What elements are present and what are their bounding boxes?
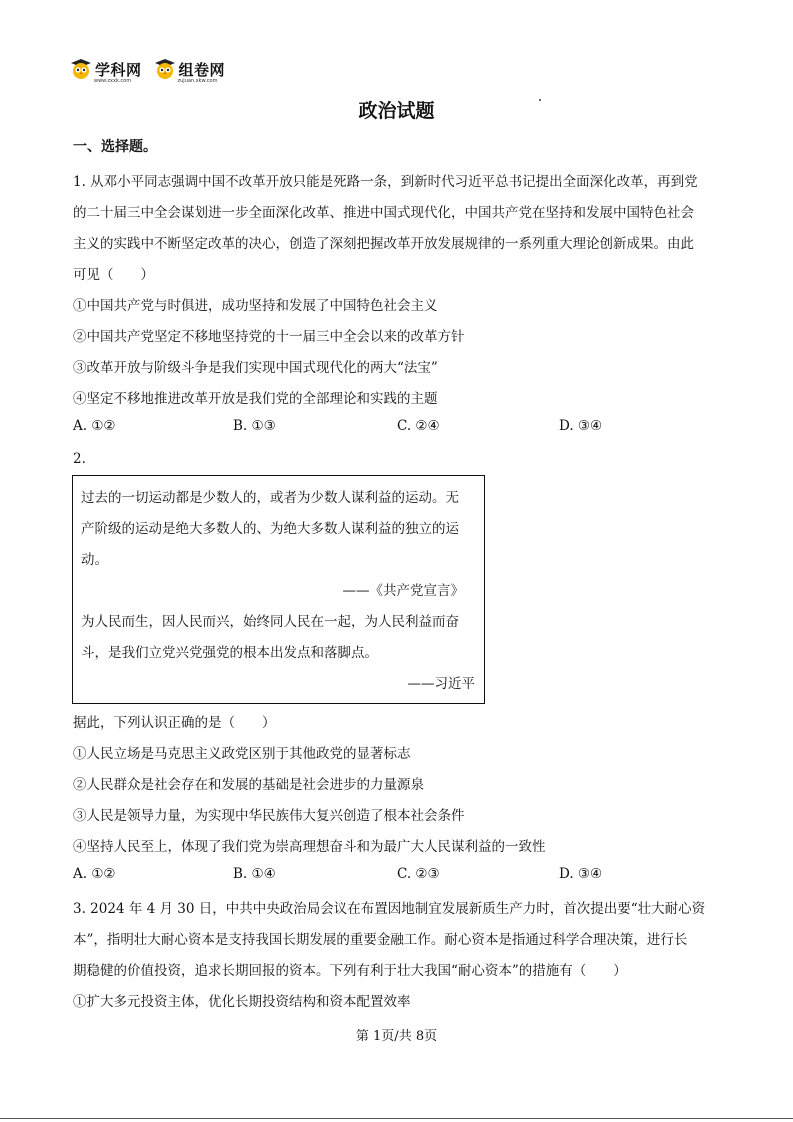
page-footer: 第 1页/共 8页: [355, 1029, 438, 1044]
option-b: B. ①③: [233, 418, 276, 434]
q1-stem-line: 的二十届三中全会谋划进一步全面深化改革、推进中国式现代化，中国共产党在坚持和发展中国特色社会: [73, 205, 694, 221]
option-c: C. ②④: [397, 418, 440, 434]
owl-mascot-icon: [70, 58, 92, 80]
quote-line: 过去的一切运动都是少数人的，或者为少数人谋利益的运动。无: [81, 490, 459, 506]
quote-line: 产阶级的运动是绝大多数人的、为绝大多数人谋利益的独立的运: [81, 521, 459, 537]
q1-stem-line: 主义的实践中不断坚定改革的决心，创造了深刻把握改革开放发展规律的一系列重大理论创新成果。由此: [73, 236, 694, 252]
q3-statement: ①扩大多元投资主体，优化长期投资结构和资本配置效率: [73, 994, 411, 1010]
q1-statement: ③改革开放与阶级斗争是我们实现中国式现代化的两大“法宝”: [73, 360, 438, 376]
q2-statement: ②人民群众是社会存在和发展的基础是社会进步的力量源泉: [73, 777, 424, 793]
q3-stem-line: 3. 2024 年 4 月 30 日，中共中央政治局会议在布置因地制宜发展新质生产力时，首次提出要“壮大耐心资: [73, 901, 706, 917]
option-d: D. ③④: [559, 866, 603, 882]
quote-box: [72, 475, 485, 704]
q3-stem-line: 本”，指明壮大耐心资本是支持我国长期发展的重要金融工作。耐心资本是指通过科学合理决策，进行长: [73, 932, 688, 948]
logo-url: www.zxxk.com: [94, 78, 132, 84]
owl-mascot-icon: [154, 58, 176, 80]
logo-name: 学科网: [95, 60, 142, 79]
quote-line: 斗，是我们立党兴党强党的根本出发点和落脚点。: [81, 645, 378, 661]
option-c: C. ②③: [397, 866, 440, 882]
q2-statement: ①人民立场是马克思主义政党区别于其他政党的显著标志: [73, 746, 411, 762]
logo-name: 组卷网: [178, 60, 226, 79]
quote-source: ——《共产党宣言》: [342, 583, 464, 599]
logo-url: zujuan.xkw.com: [177, 78, 218, 84]
quote-line: 为人民而生，因人民而兴，始终同人民在一起，为人民利益而奋: [81, 614, 459, 630]
zujuanwang-logo: [154, 58, 226, 84]
stray-dot: [539, 99, 541, 101]
option-a: A. ①②: [73, 866, 116, 882]
q1-stem-line: 1. 从邓小平同志强调中国不改革开放只能是死路一条，到新时代习近平总书记提出全面深化改革，再到党: [73, 174, 698, 190]
header-logos: [70, 58, 225, 84]
quote-line: 动。: [81, 552, 108, 568]
q2-number: 2.: [73, 451, 86, 467]
option-a: A. ①②: [73, 418, 116, 434]
q1-stem-line: 可见（ ）: [73, 267, 154, 283]
q1-statement: ④坚定不移地推进改革开放是我们党的全部理论和实践的主题: [73, 391, 438, 407]
q1-statement: ②中国共产党坚定不移地坚持党的十一届三中全会以来的改革方针: [73, 329, 465, 345]
q3-stem-line: 期稳健的价值投资，追求长期回报的资本。下列有利于壮大我国“耐心资本”的措施有（ ）: [73, 963, 627, 979]
page-title: 政治试题: [358, 100, 435, 122]
q1-statement: ①中国共产党与时俱进，成功坚持和发展了中国特色社会主义: [73, 298, 438, 314]
option-b: B. ①④: [233, 866, 276, 882]
q2-statement: ④坚持人民至上，体现了我们党为崇高理想奋斗和为最广大人民谋利益的一致性: [73, 839, 546, 855]
quote-source: ——习近平: [407, 676, 475, 692]
q2-statement: ③人民是领导力量，为实现中华民族伟大复兴创造了根本社会条件: [73, 808, 465, 824]
q2-stem: 据此，下列认识正确的是（ ）: [73, 715, 276, 731]
section-heading: 一、选择题。: [73, 139, 157, 155]
option-d: D. ③④: [559, 418, 603, 434]
bottom-divider: [0, 1118, 793, 1119]
xuekewang-logo: [70, 58, 142, 84]
